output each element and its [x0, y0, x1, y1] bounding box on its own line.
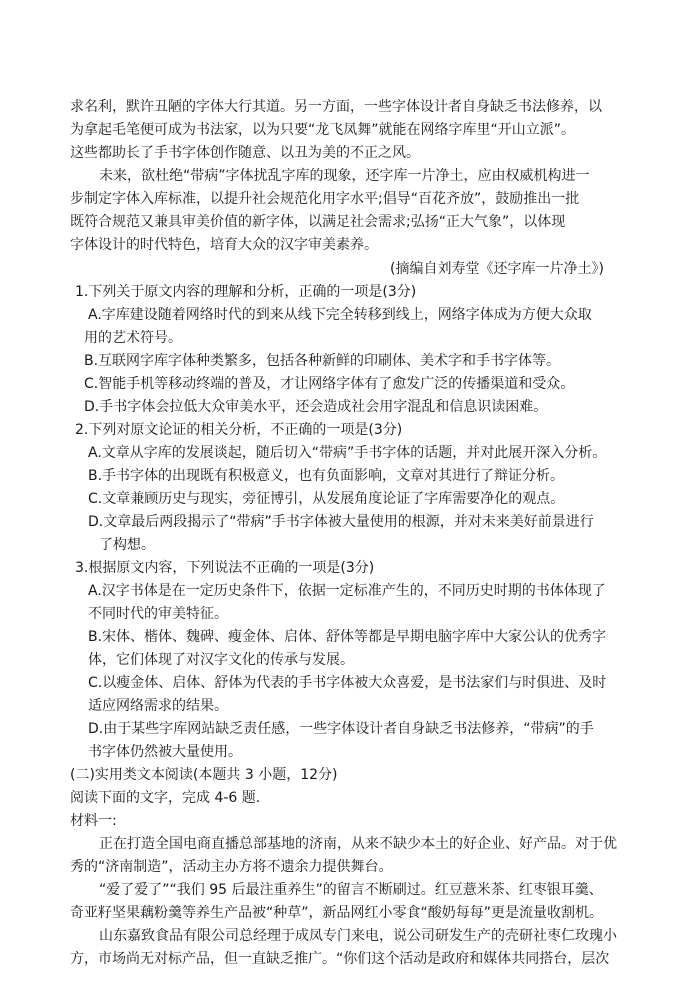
question-option-continued: 了构想。 — [99, 537, 155, 553]
passage-line: 既符合规范又兼具审美价值的新字体，以满足社会需求;弘扬“正大气象”，以体现 — [70, 214, 566, 230]
question-option: C.文章兼顾历史与现实，旁征博引，从发展角度论证了字库需要净化的观点。 — [88, 491, 565, 507]
question-option: D.手书字体会拉低大众审美水平，还会造成社会用字混乱和信息识读困难。 — [84, 399, 548, 415]
question-option: D.由于某些字库网站缺乏责任感，一些字体设计者自身缺乏书法修养，“带病”的手 — [88, 721, 594, 737]
question-stem: 3.根据原文内容，下列说法不正确的一项是(3分) — [75, 560, 375, 576]
question-option: B.手书字体的出现既有积极意义，也有负面影响，文章对其进行了辩证分析。 — [88, 468, 565, 484]
material-line: 奇亚籽坚果藕粉羹等养生产品被“种草”，新品网红小零食“酸奶每每”更是流量收割机。 — [70, 905, 604, 921]
question-stem: 2.下列对原文论证的相关分析，不正确的一项是(3分) — [75, 422, 403, 438]
question-option-continued: 体，它们体现了对汉字文化的传承与发展。 — [88, 652, 354, 668]
question-option-continued: 不同时代的审美特征。 — [88, 606, 228, 622]
passage-line: 步制定字体入库标准，以提升社会规范化用字水平;倡导“百花齐放”，鼓励推出一批 — [70, 191, 580, 207]
passage-line: 为拿起毛笔便可成为书法家，以为只要“龙飞凤舞”就能在网络字库里“开山立派”。 — [70, 122, 576, 138]
question-option: B.互联网字库字体种类繁多，包括各种新鲜的印刷体、美术字和手书字体等。 — [84, 353, 561, 369]
material-paragraph-start: 山东嘉致食品有限公司总经理于成凤专门来电，说公司研发生产的壳研社枣仁玫瑰小 — [99, 928, 617, 944]
source-note: (摘编自刘寿堂《还字库一片净土》) — [390, 261, 604, 277]
material-label: 材料一: — [70, 813, 117, 829]
question-option: A.文章从字库的发展谈起，随后切入“带病”手书字体的话题，并对此展开深入分析。 — [88, 445, 607, 461]
section-instruction: 阅读下面的文字，完成 4-6 题. — [70, 790, 261, 806]
question-option: C.智能手机等移动终端的普及，才让网络字体有了愈发广泛的传播渠道和受众。 — [84, 376, 575, 392]
question-option: A.汉字书体是在一定历史条件下，依据一定标准产生的，不同历史时期的书体体现了 — [88, 583, 606, 599]
material-line: 方，市场尚无对标产品，但一直缺乏推广。“你们这个活动是政府和媒体共同搭台，层次 — [70, 951, 610, 967]
question-option-continued: 书字体仍然被大量使用。 — [88, 744, 242, 760]
passage-line: 这些都助长了手书字体创作随意、以丑为美的不正之风。 — [70, 145, 420, 161]
question-option: C.以瘦金体、启体、舒体为代表的手书字体被大众喜爱，是书法家们与时俱进、及时 — [88, 675, 607, 691]
passage-paragraph-start: 未来，欲杜绝“带病”字体扰乱字库的现象，还字库一片净土，应由权威机构进一 — [99, 168, 590, 184]
material-paragraph-start: 正在打造全国电商直播总部基地的济南，从来不缺少本土的好企业、好产品。对于优 — [99, 836, 617, 852]
question-option: D.文章最后两段揭示了“带病”手书字体被大量使用的根源，并对未来美好前景进行 — [88, 514, 594, 530]
question-option-continued: 适应网络需求的结果。 — [88, 698, 228, 714]
question-option-continued: 用的艺术符号。 — [84, 330, 182, 346]
passage-line: 字体设计的时代特色，培育大众的汉字审美素养。 — [70, 237, 378, 253]
question-option: B.宋体、楷体、魏碑、瘦金体、启体、舒体等都是早期电脑字库中大家公认的优秀字 — [88, 629, 607, 645]
question-stem: 1.下列关于原文内容的理解和分析，正确的一项是(3分) — [75, 284, 417, 300]
material-line: 秀的“济南制造”，活动主办方将不遗余力提供舞台。 — [70, 859, 393, 875]
material-paragraph-start: “爱了爱了”“我们 95 后最注重养生”的留言不断刷过。红豆薏米茶、红枣银耳羹、 — [99, 882, 603, 898]
passage-line: 求名利，默许丑陋的字体大行其道。另一方面，一些字体设计者自身缺乏书法修养，以 — [70, 99, 602, 115]
question-option: A.字库建设随着网络时代的到来从线下完全转移到线上，网络字体成为方便大众取 — [88, 307, 592, 323]
section-heading: (二)实用类文本阅读(本题共 3 小题，12分) — [70, 767, 338, 783]
